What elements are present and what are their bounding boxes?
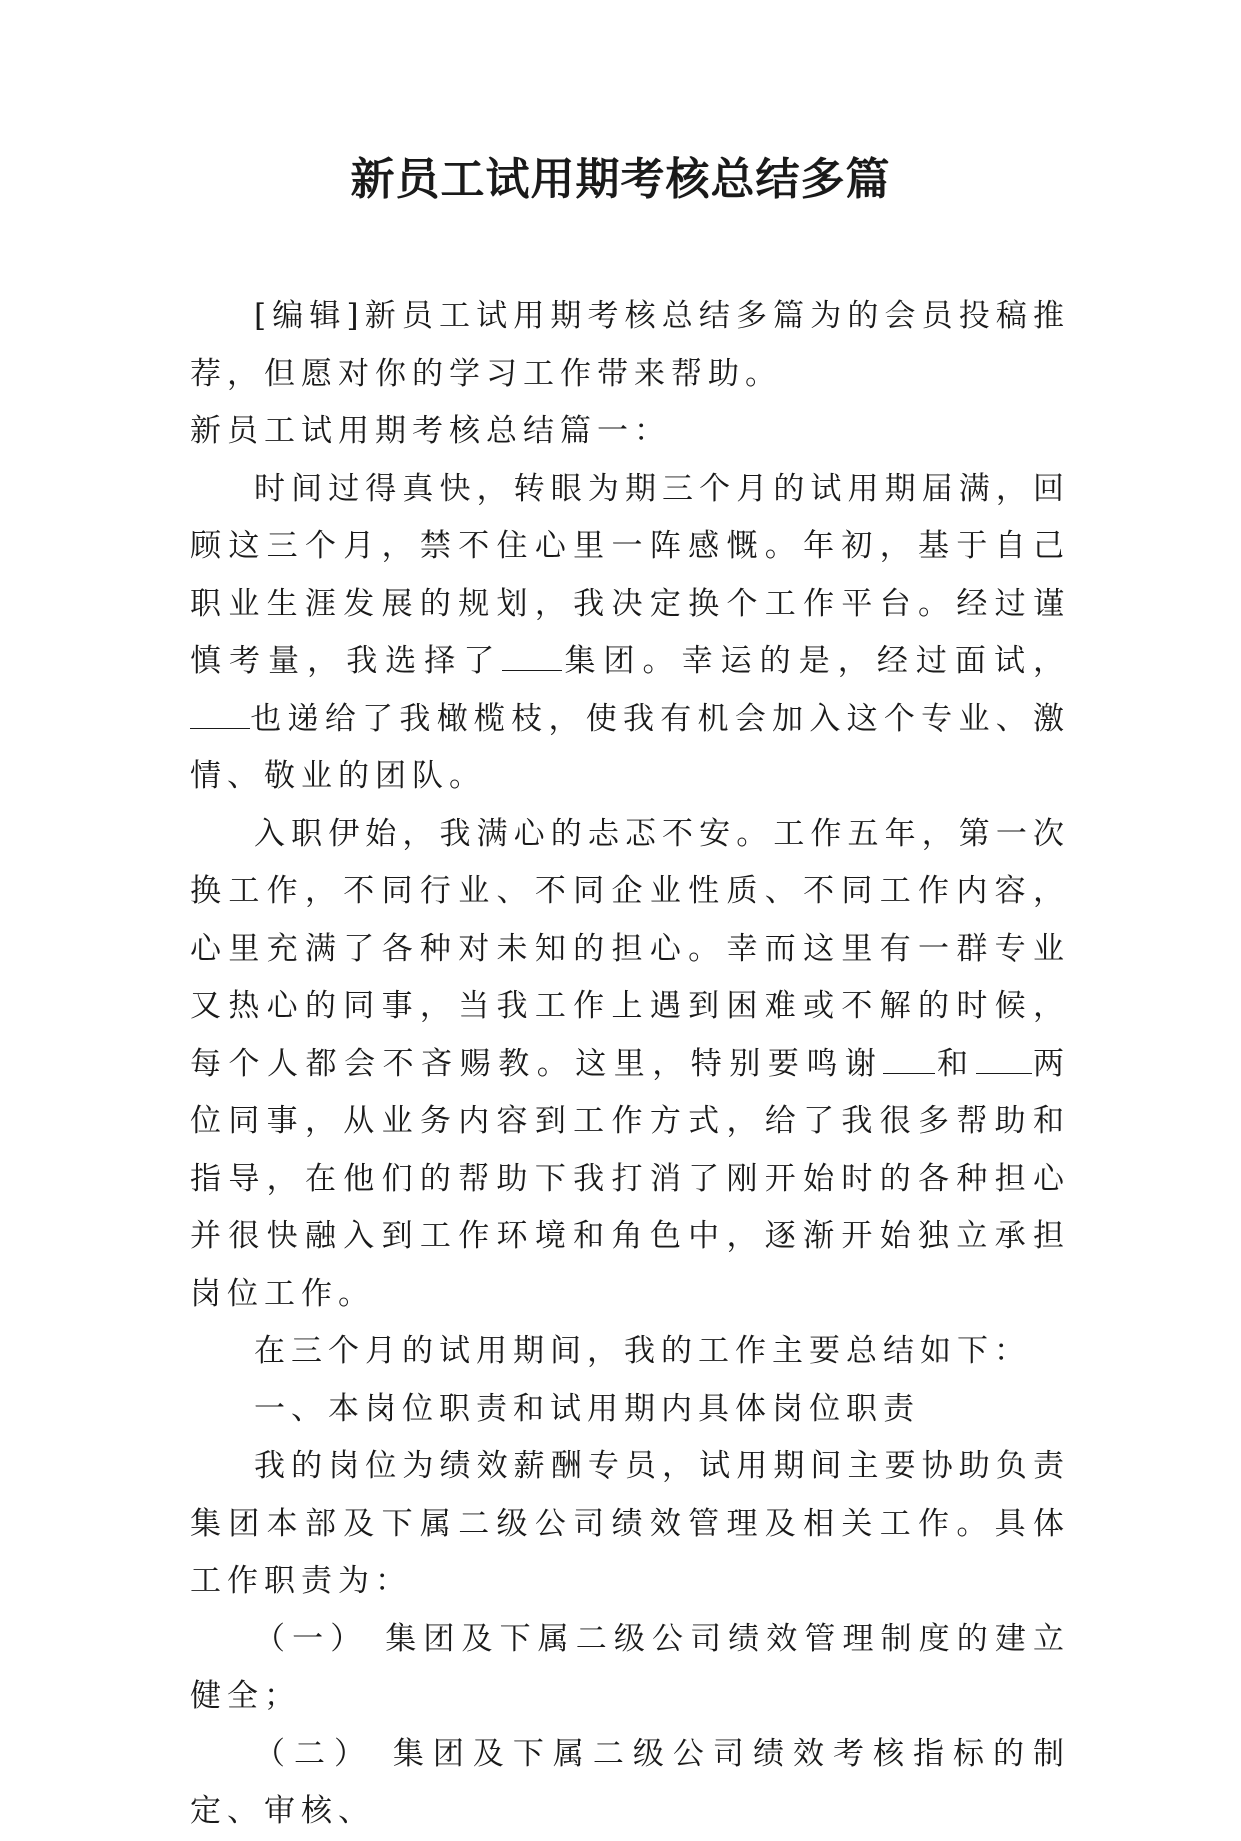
section-heading: 新员工试用期考核总结篇一： xyxy=(190,413,671,449)
blank-underline xyxy=(190,727,250,729)
paragraph-text: 时间过得真快，转眼为期三个月的试用期届满，回顾这三个月，禁不住心里一阵感慨。年初，基于自己职业生涯发展的规划，我决定换个工作平台。经过谨慎考量，我选择了 xyxy=(190,470,1070,679)
list-item-2: （二） 集团及下属二级公司绩效考核指标的制定、审核、 xyxy=(190,1735,1070,1829)
paragraph-position: 我的岗位为绩效薪酬专员，试用期间主要协助负责集团本部及下属二级公司绩效管理及相关工作。具体工作职责为： xyxy=(190,1448,1070,1599)
paragraph-text: 两位同事，从业务内容到工作方式，给了我很多帮助和指导，在他们的帮助下我打消了刚开始时的各种担心并很快融入到工作环境和角色中，逐渐开始独立承担岗位工作。 xyxy=(190,1045,1071,1312)
paragraph-text: 和 xyxy=(935,1045,976,1082)
paragraph-trial-review xyxy=(190,461,1070,806)
paragraph-text: 入职伊始，我满心的忐忑不安。工作五年，第一次换工作，不同行业、不同企业性质、不同工作内容，心里充满了各种对未知的担心。幸而这里有一群专业又热心的同事，当我工作上遇到困难或不解的时候，每个人都会不吝赐教。这里，特别要鸣谢 xyxy=(190,815,1070,1082)
document-body xyxy=(190,288,1070,1841)
blank-underline xyxy=(502,669,562,671)
blank-underline xyxy=(883,1072,935,1074)
paragraph-summary-intro: 在三个月的试用期间，我的工作主要总结如下： xyxy=(254,1333,1031,1369)
paragraph-text: 集团。幸运的是，经过面试， xyxy=(562,643,1071,679)
document-title: 新员工试用期考核总结多篇 xyxy=(350,154,891,205)
subheading-job-duties: 一、本岗位职责和试用期内具体岗位职责 xyxy=(254,1390,920,1427)
intro-paragraph: [编辑]新员工试用期考核总结多篇为的会员投稿推荐，但愿对你的学习工作带来帮助。 xyxy=(190,298,1070,392)
list-item-1: （一） 集团及下属二级公司绩效管理制度的建立健全； xyxy=(190,1620,1070,1714)
paragraph-text: 也递给了我橄榄枝，使我有机会加入这个专业、激情、敬业的团队。 xyxy=(190,700,1070,794)
blank-underline xyxy=(976,1072,1032,1074)
paragraph-onboarding xyxy=(190,806,1070,1324)
